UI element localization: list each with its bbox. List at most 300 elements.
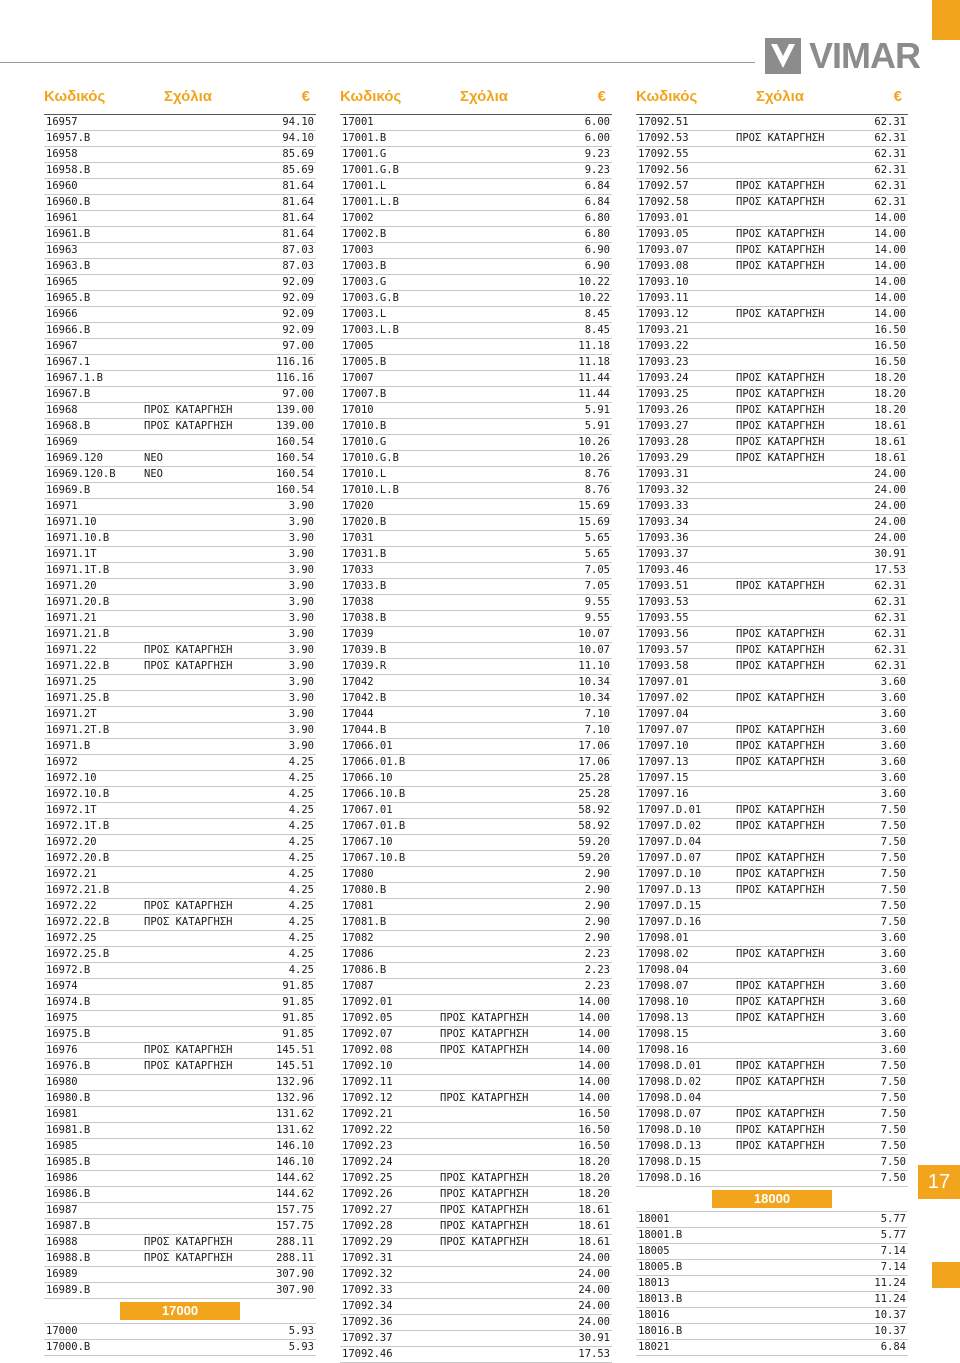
product-code: 16971.1T.B [46,564,110,576]
product-note: ΠΡΟΣ ΚΑΤΑΡΓΗΣΗ [144,1044,233,1056]
product-code: 17086 [342,948,374,960]
product-note: ΠΡΟΣ ΚΑΤΑΡΓΗΣΗ [736,644,825,656]
product-price: 91.85 [282,980,314,992]
product-code: 17097.D.13 [638,884,702,896]
product-price: 10.34 [578,692,610,704]
product-price: 7.50 [880,868,906,880]
product-code: 16972.1T [46,804,97,816]
product-code: 17098.D.13 [638,1140,702,1152]
product-code: 17010.B [342,420,387,432]
product-note: ΠΡΟΣ ΚΑΤΑΡΓΗΣΗ [736,692,825,704]
product-note: ΝΕΟ [144,468,163,480]
table-row [44,723,316,739]
table-row [340,499,612,515]
product-code: 18016.B [638,1325,683,1337]
table-row [340,739,612,755]
table-row [44,915,316,931]
product-price: 4.25 [288,884,314,896]
product-code: 17093.31 [638,468,689,480]
product-code: 16971.2T.B [46,724,110,736]
product-price: 16.50 [874,356,906,368]
table-row [340,323,612,339]
product-price: 92.09 [282,324,314,336]
table-row [636,787,908,803]
table-row [340,1139,612,1155]
product-code: 16963 [46,244,78,256]
product-note: ΠΡΟΣ ΚΑΤΑΡΓΗΣΗ [440,1172,529,1184]
product-note: ΠΡΟΣ ΚΑΤΑΡΓΗΣΗ [736,948,825,960]
table-row [636,1043,908,1059]
product-code: 16974.B [46,996,91,1008]
product-price: 5.65 [584,532,610,544]
product-price: 14.00 [874,228,906,240]
product-note: ΠΡΟΣ ΚΑΤΑΡΓΗΣΗ [144,1060,233,1072]
table-row [636,803,908,819]
table-row [636,371,908,387]
product-price: 14.00 [578,1060,610,1072]
table-row [44,515,316,531]
table-row [636,1228,908,1244]
product-code: 17097.01 [638,676,689,688]
table-row [340,899,612,915]
header-price: € [597,88,606,105]
product-code: 17092.58 [638,196,689,208]
table-row [340,147,612,163]
product-price: 14.00 [874,276,906,288]
table-row [636,275,908,291]
table-row [44,163,316,179]
table-row [340,675,612,691]
table-row [44,1340,316,1356]
product-price: 18.61 [578,1220,610,1232]
table-row [340,819,612,835]
product-price: 132.96 [276,1092,314,1104]
product-price: 7.50 [880,804,906,816]
table-row [44,1027,316,1043]
product-price: 3.90 [288,676,314,688]
product-price: 3.60 [880,692,906,704]
table-row [44,243,316,259]
product-price: 14.00 [578,1028,610,1040]
table-row [340,1219,612,1235]
product-note: ΠΡΟΣ ΚΑΤΑΡΓΗΣΗ [736,1012,825,1024]
header-rule [0,62,755,63]
table-row [340,307,612,323]
table-row [44,275,316,291]
table-row [44,1187,316,1203]
table-row [636,963,908,979]
product-price: 9.55 [584,596,610,608]
product-price: 144.62 [276,1188,314,1200]
product-price: 62.31 [874,164,906,176]
product-price: 3.60 [880,756,906,768]
product-price: 25.28 [578,788,610,800]
product-price: 14.00 [578,1044,610,1056]
table-row [636,1324,908,1340]
product-code: 17007.B [342,388,387,400]
product-price: 5.91 [584,404,610,416]
product-code: 17081 [342,900,374,912]
product-code: 17093.23 [638,356,689,368]
product-code: 16972.22.B [46,916,110,928]
product-code: 16971.21 [46,612,97,624]
product-code: 16988 [46,1236,78,1248]
table-row [636,819,908,835]
product-price: 92.09 [282,292,314,304]
product-price: 3.60 [880,772,906,784]
product-price: 18.61 [578,1236,610,1248]
table-row [636,1260,908,1276]
product-price: 157.75 [276,1220,314,1232]
product-price: 3.60 [880,708,906,720]
product-code: 17092.24 [342,1156,393,1168]
product-note: ΠΡΟΣ ΚΑΤΑΡΓΗΣΗ [736,1124,825,1136]
product-price: 8.45 [584,324,610,336]
table-row [636,467,908,483]
table-row [340,691,612,707]
product-price: 3.90 [288,708,314,720]
product-note: ΠΡΟΣ ΚΑΤΑΡΓΗΣΗ [440,1044,529,1056]
product-price: 4.25 [288,964,314,976]
table-row [636,915,908,931]
product-price: 3.60 [880,1012,906,1024]
product-code: 17093.58 [638,660,689,672]
table-row [636,243,908,259]
product-note: ΠΡΟΣ ΚΑΤΑΡΓΗΣΗ [736,660,825,672]
table-row [44,1107,316,1123]
table-row [636,979,908,995]
product-note: ΠΡΟΣ ΚΑΤΑΡΓΗΣΗ [736,868,825,880]
product-price: 3.90 [288,564,314,576]
table-row [636,579,908,595]
product-note: ΠΡΟΣ ΚΑΤΑΡΓΗΣΗ [736,804,825,816]
product-price: 24.00 [578,1284,610,1296]
product-code: 17098.10 [638,996,689,1008]
product-code: 17093.34 [638,516,689,528]
table-row [340,883,612,899]
product-code: 17007 [342,372,374,384]
product-price: 58.92 [578,804,610,816]
product-price: 7.14 [880,1245,906,1257]
product-code: 17097.07 [638,724,689,736]
product-price: 24.00 [578,1252,610,1264]
table-row [340,227,612,243]
table-row [340,355,612,371]
product-code: 16987.B [46,1220,91,1232]
product-code: 17092.01 [342,996,393,1008]
table-row [340,659,612,675]
product-price: 10.07 [578,628,610,640]
product-code: 17097.D.07 [638,852,702,864]
product-price: 62.31 [874,196,906,208]
table-row [44,755,316,771]
table-row [340,483,612,499]
product-code: 16972.20.B [46,852,110,864]
product-code: 17093.07 [638,244,689,256]
product-code: 17093.08 [638,260,689,272]
table-row [340,467,612,483]
product-price: 59.20 [578,852,610,864]
product-code: 17093.28 [638,436,689,448]
product-price: 92.09 [282,308,314,320]
table-row [340,563,612,579]
table-row [636,1011,908,1027]
table-row [44,387,316,403]
product-code: 17093.27 [638,420,689,432]
product-price: 307.90 [276,1284,314,1296]
table-row [44,595,316,611]
product-note: ΠΡΟΣ ΚΑΤΑΡΓΗΣΗ [440,1236,529,1248]
product-code: 16969.120.B [46,468,116,480]
product-price: 14.00 [874,244,906,256]
product-price: 7.50 [880,1156,906,1168]
product-code: 17097.D.15 [638,900,702,912]
product-code: 16958.B [46,164,91,176]
product-code: 17092.37 [342,1332,393,1344]
product-price: 10.26 [578,436,610,448]
product-code: 17001.G [342,148,387,160]
product-price: 24.00 [874,532,906,544]
product-code: 16965 [46,276,78,288]
table-row [44,675,316,691]
product-note: ΠΡΟΣ ΚΑΤΑΡΓΗΣΗ [440,1204,529,1216]
product-code: 16989 [46,1268,78,1280]
table-row [44,787,316,803]
product-price: 18.20 [578,1188,610,1200]
product-code: 16971.20.B [46,596,110,608]
product-note: ΠΡΟΣ ΚΑΤΑΡΓΗΣΗ [736,884,825,896]
product-code: 17020.B [342,516,387,528]
product-code: 17093.33 [638,500,689,512]
product-code: 17067.10 [342,836,393,848]
product-price: 7.50 [880,900,906,912]
product-price: 81.64 [282,212,314,224]
product-code: 16957.B [46,132,91,144]
product-code: 17003.B [342,260,387,272]
product-code: 16971.B [46,740,91,752]
product-price: 62.31 [874,180,906,192]
product-note: ΠΡΟΣ ΚΑΤΑΡΓΗΣΗ [736,420,825,432]
product-code: 17092.05 [342,1012,393,1024]
product-price: 62.31 [874,612,906,624]
product-price: 5.77 [880,1213,906,1225]
product-code: 17092.56 [638,164,689,176]
table-row [340,371,612,387]
product-price: 14.00 [874,260,906,272]
product-code: 18005.B [638,1261,683,1273]
product-code: 17093.12 [638,308,689,320]
header-code: Κωδικός [636,88,698,105]
product-code: 16972.1T.B [46,820,110,832]
table-row [340,515,612,531]
product-price: 94.10 [282,116,314,128]
table-row [340,1107,612,1123]
table-row [340,579,612,595]
product-code: 17093.37 [638,548,689,560]
table-row [340,851,612,867]
product-code: 17093.25 [638,388,689,400]
table-row [44,1011,316,1027]
product-code: 16961 [46,212,78,224]
product-price: 307.90 [276,1268,314,1280]
product-price: 62.31 [874,148,906,160]
table-row [340,1347,612,1363]
product-price: 3.90 [288,724,314,736]
product-code: 16972.10.B [46,788,110,800]
product-code: 17092.29 [342,1236,393,1248]
product-code: 17092.27 [342,1204,393,1216]
product-price: 131.62 [276,1108,314,1120]
product-price: 8.76 [584,468,610,480]
product-price: 18.20 [578,1156,610,1168]
table-row [340,1251,612,1267]
product-price: 14.00 [874,308,906,320]
table-row [340,1043,612,1059]
table-row [340,595,612,611]
product-note: ΠΡΟΣ ΚΑΤΑΡΓΗΣΗ [736,980,825,992]
table-row [44,531,316,547]
product-code: 17093.36 [638,532,689,544]
product-price: 6.84 [584,180,610,192]
product-code: 17003.G.B [342,292,399,304]
table-row [340,243,612,259]
product-price: 16.50 [874,340,906,352]
table-row [340,867,612,883]
table-row [44,131,316,147]
table-row [44,579,316,595]
product-price: 3.90 [288,580,314,592]
product-price: 2.23 [584,964,610,976]
product-price: 8.45 [584,308,610,320]
product-code: 17066.10 [342,772,393,784]
product-price: 10.22 [578,292,610,304]
table-row [636,147,908,163]
product-code: 17092.08 [342,1044,393,1056]
product-code: 17093.51 [638,580,689,592]
product-price: 4.25 [288,836,314,848]
product-code: 16957 [46,116,78,128]
table-row [340,643,612,659]
table-row [340,1011,612,1027]
product-price: 146.10 [276,1156,314,1168]
product-code: 16968 [46,404,78,416]
table-row [636,643,908,659]
product-note: ΠΡΟΣ ΚΑΤΑΡΓΗΣΗ [736,436,825,448]
table-row [636,355,908,371]
product-price: 2.90 [584,932,610,944]
product-price: 7.10 [584,708,610,720]
table-row [636,483,908,499]
product-price: 18.61 [578,1204,610,1216]
table-row [44,819,316,835]
product-price: 14.00 [578,1076,610,1088]
section-label: 18000 [712,1190,832,1208]
table-row [636,1155,908,1171]
product-code: 17092.36 [342,1316,393,1328]
table-row [636,995,908,1011]
product-price: 97.00 [282,340,314,352]
product-code: 17042.B [342,692,387,704]
table-row [636,1139,908,1155]
product-price: 3.60 [880,676,906,688]
product-code: 17098.07 [638,980,689,992]
product-note: ΠΡΟΣ ΚΑΤΑΡΓΗΣΗ [736,580,825,592]
product-code: 17098.13 [638,1012,689,1024]
product-price: 145.51 [276,1044,314,1056]
table-row [636,211,908,227]
table-row [44,403,316,419]
product-code: 17001.G.B [342,164,399,176]
product-price: 11.10 [578,660,610,672]
product-code: 16963.B [46,260,91,272]
product-price: 16.50 [578,1108,610,1120]
product-price: 3.90 [288,532,314,544]
product-note: ΠΡΟΣ ΚΑΤΑΡΓΗΣΗ [440,1220,529,1232]
product-price: 58.92 [578,820,610,832]
product-code: 17093.01 [638,212,689,224]
product-code: 16971.10.B [46,532,110,544]
product-code: 16971.25.B [46,692,110,704]
product-code: 17092.51 [638,116,689,128]
product-price: 2.90 [584,868,610,880]
table-row [636,419,908,435]
table-row [636,1340,908,1356]
table-row [636,1091,908,1107]
table-row [636,115,908,131]
product-note: ΠΡΟΣ ΚΑΤΑΡΓΗΣΗ [736,724,825,736]
table-row [636,131,908,147]
product-code: 17093.26 [638,404,689,416]
product-code: 16966.B [46,324,91,336]
table-row [44,179,316,195]
product-code: 17003.L [342,308,387,320]
product-code: 16972.20 [46,836,97,848]
product-price: 2.90 [584,884,610,896]
table-row [636,1171,908,1187]
product-price: 7.14 [880,1261,906,1273]
product-note: ΠΡΟΣ ΚΑΤΑΡΓΗΣΗ [736,404,825,416]
product-price: 7.50 [880,1140,906,1152]
product-code: 17067.01.B [342,820,406,832]
product-price: 4.25 [288,756,314,768]
product-code: 16961.B [46,228,91,240]
product-code: 17001.L [342,180,387,192]
product-price: 87.03 [282,244,314,256]
product-code: 16971.2T [46,708,97,720]
table-row [636,339,908,355]
product-price: 7.50 [880,852,906,864]
product-note: ΠΡΟΣ ΚΑΤΑΡΓΗΣΗ [736,228,825,240]
table-row [636,723,908,739]
table-row [44,323,316,339]
product-price: 146.10 [276,1140,314,1152]
product-code: 17092.46 [342,1348,393,1360]
product-price: 3.90 [288,612,314,624]
product-price: 16.50 [578,1140,610,1152]
product-code: 16967.1 [46,356,91,368]
table-row [636,163,908,179]
product-code: 17010.G.B [342,452,399,464]
table-row [636,387,908,403]
product-code: 18013 [638,1277,670,1289]
bottom-accent-strip [932,1262,960,1288]
product-code: 18001.B [638,1229,683,1241]
table-row [340,115,612,131]
product-price: 14.00 [874,212,906,224]
product-price: 4.25 [288,948,314,960]
product-price: 10.34 [578,676,610,688]
product-code: 17000.B [46,1341,91,1353]
